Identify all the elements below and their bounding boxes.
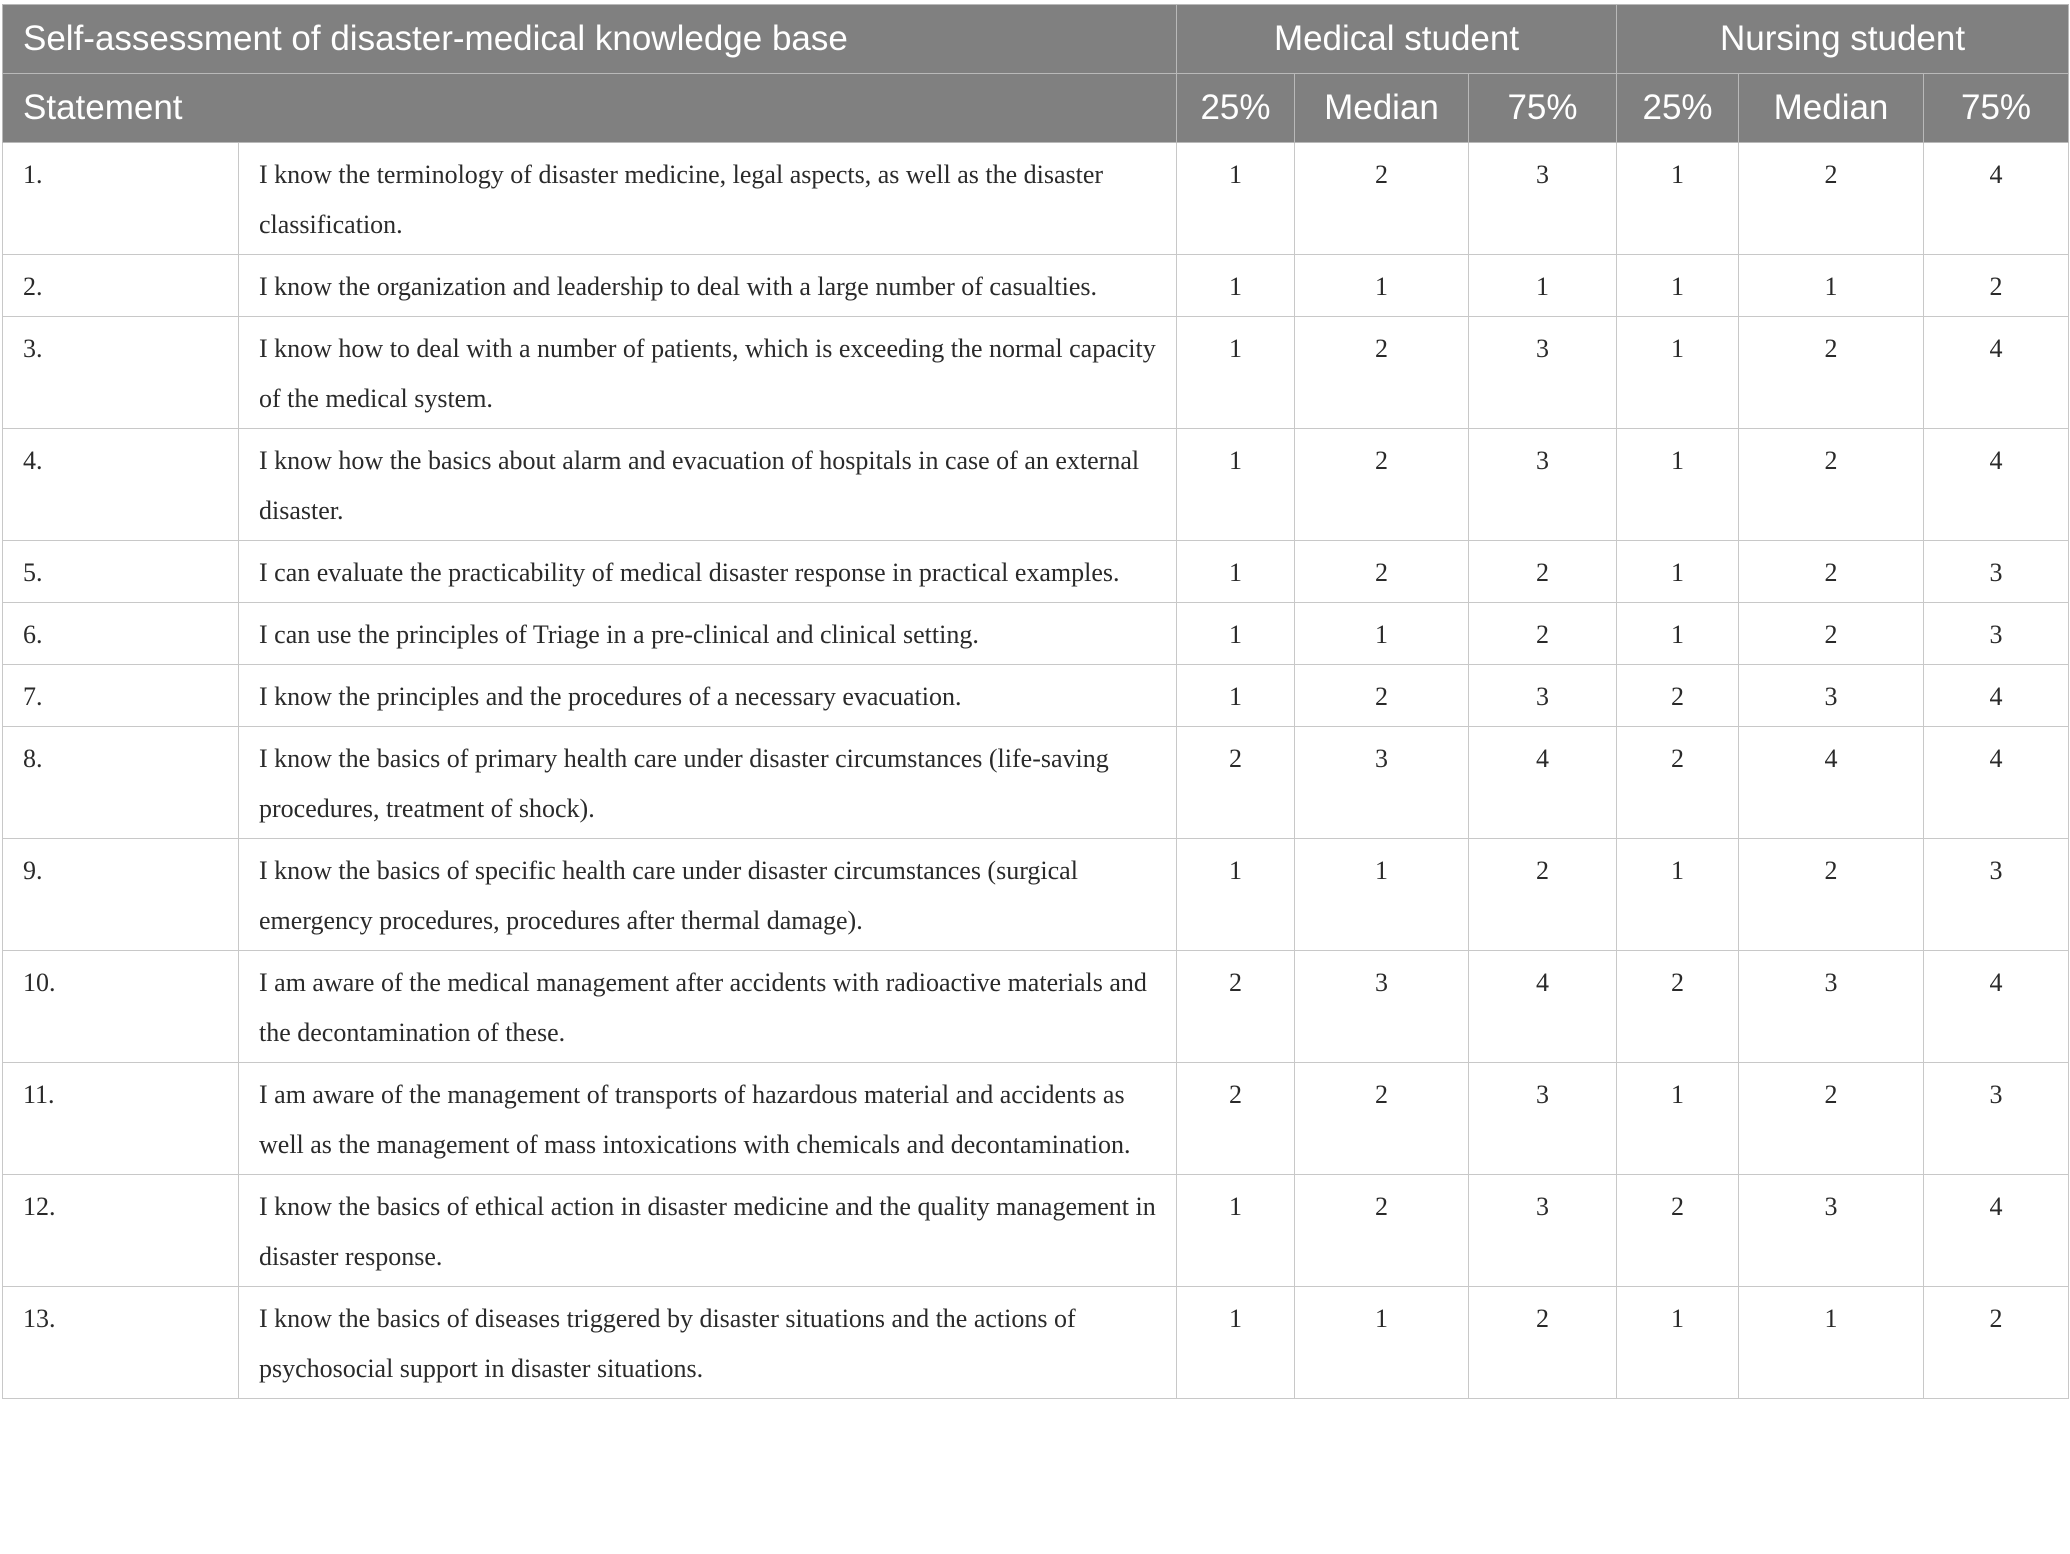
nursing-median-value: 2	[1739, 143, 1924, 255]
medical-median-value: 1	[1295, 255, 1469, 317]
nursing-75-value: 2	[1924, 255, 2069, 317]
statement-text: I know the organization and leadership to deal with a large number of casualties.	[239, 255, 1177, 317]
nursing-25-value: 1	[1617, 603, 1739, 665]
statement-text: I know how the basics about alarm and evacuation of hospitals in case of an external disaster.	[239, 429, 1177, 541]
nursing-25-value: 1	[1617, 839, 1739, 951]
table-row	[3, 255, 2069, 317]
medical-25-value: 1	[1177, 839, 1295, 951]
nursing-median-header: Median	[1739, 74, 1924, 143]
statement-number: 9.	[3, 839, 239, 951]
table-row	[3, 665, 2069, 727]
statement-text: I know the basics of primary health care under disaster circumstances (life-saving procedures, treatment of shock).	[239, 727, 1177, 839]
medical-75-value: 4	[1469, 727, 1617, 839]
table-row	[3, 727, 2069, 839]
nursing-75-value: 4	[1924, 143, 2069, 255]
medical-median-value: 1	[1295, 1287, 1469, 1399]
medical-median-header: Median	[1295, 74, 1469, 143]
nursing-median-value: 2	[1739, 839, 1924, 951]
nursing-median-value: 3	[1739, 1175, 1924, 1287]
nursing-median-value: 3	[1739, 665, 1924, 727]
nursing-25-value: 1	[1617, 143, 1739, 255]
nursing-75-value: 4	[1924, 1175, 2069, 1287]
nursing-75-value: 2	[1924, 1287, 2069, 1399]
medical-median-value: 2	[1295, 317, 1469, 429]
statement-text: I know the basics of specific health care under disaster circumstances (surgical emergency procedures, procedures after thermal damage).	[239, 839, 1177, 951]
nursing-median-value: 4	[1739, 727, 1924, 839]
statement-text: I know the principles and the procedures of a necessary evacuation.	[239, 665, 1177, 727]
medical-25-value: 2	[1177, 1063, 1295, 1175]
statement-number: 1.	[3, 143, 239, 255]
medical-75-value: 3	[1469, 1175, 1617, 1287]
nursing-25-value: 1	[1617, 317, 1739, 429]
medical-median-value: 2	[1295, 143, 1469, 255]
statement-number: 12.	[3, 1175, 239, 1287]
table-body	[3, 143, 2069, 1399]
statement-text: I can use the principles of Triage in a pre-clinical and clinical setting.	[239, 603, 1177, 665]
medical-25-value: 1	[1177, 255, 1295, 317]
nursing-median-value: 2	[1739, 317, 1924, 429]
nursing-25-value: 2	[1617, 665, 1739, 727]
table-row	[3, 1175, 2069, 1287]
statement-number: 3.	[3, 317, 239, 429]
medical-median-value: 2	[1295, 541, 1469, 603]
nursing-25-value: 2	[1617, 1175, 1739, 1287]
medical-75-value: 2	[1469, 839, 1617, 951]
medical-25-value: 1	[1177, 541, 1295, 603]
statement-number: 2.	[3, 255, 239, 317]
nursing-median-value: 3	[1739, 951, 1924, 1063]
table-row	[3, 839, 2069, 951]
nursing-25-value: 1	[1617, 541, 1739, 603]
statement-number: 5.	[3, 541, 239, 603]
medical-75-value: 2	[1469, 541, 1617, 603]
group-nursing-student: Nursing student	[1617, 5, 2069, 74]
table-row	[3, 429, 2069, 541]
medical-75-value: 3	[1469, 665, 1617, 727]
statement-number: 13.	[3, 1287, 239, 1399]
nursing-75-header: 75%	[1924, 74, 2069, 143]
nursing-75-value: 3	[1924, 603, 2069, 665]
nursing-median-value: 1	[1739, 255, 1924, 317]
medical-75-value: 3	[1469, 429, 1617, 541]
table-row	[3, 603, 2069, 665]
statement-header: Statement	[3, 74, 1177, 143]
medical-75-value: 3	[1469, 317, 1617, 429]
statement-text: I am aware of the management of transports of hazardous material and accidents as well as the management of mass intoxications with chemicals and decontamination.	[239, 1063, 1177, 1175]
medical-median-value: 2	[1295, 429, 1469, 541]
statement-number: 4.	[3, 429, 239, 541]
nursing-median-value: 2	[1739, 541, 1924, 603]
medical-25-value: 1	[1177, 317, 1295, 429]
medical-75-value: 2	[1469, 1287, 1617, 1399]
statement-text: I know the basics of diseases triggered by disaster situations and the actions of psychosocial support in disaster situations.	[239, 1287, 1177, 1399]
medical-median-value: 1	[1295, 603, 1469, 665]
statement-text: I am aware of the medical management after accidents with radioactive materials and the decontamination of these.	[239, 951, 1177, 1063]
nursing-25-value: 2	[1617, 951, 1739, 1063]
medical-25-value: 2	[1177, 727, 1295, 839]
knowledge-table	[2, 4, 2069, 1399]
nursing-75-value: 4	[1924, 727, 2069, 839]
table-row	[3, 1063, 2069, 1175]
medical-25-value: 2	[1177, 951, 1295, 1063]
table-container	[2, 4, 2068, 1399]
nursing-median-value: 1	[1739, 1287, 1924, 1399]
medical-median-value: 2	[1295, 1063, 1469, 1175]
statement-text: I know the terminology of disaster medicine, legal aspects, as well as the disaster classification.	[239, 143, 1177, 255]
table-row	[3, 1287, 2069, 1399]
nursing-median-value: 2	[1739, 429, 1924, 541]
medical-75-value: 3	[1469, 1063, 1617, 1175]
nursing-75-value: 4	[1924, 665, 2069, 727]
table-header	[3, 5, 2069, 143]
medical-75-value: 2	[1469, 603, 1617, 665]
table-row	[3, 951, 2069, 1063]
table-row	[3, 317, 2069, 429]
statement-number: 6.	[3, 603, 239, 665]
header-row-groups	[3, 5, 2069, 74]
medical-25-header: 25%	[1177, 74, 1295, 143]
medical-25-value: 1	[1177, 429, 1295, 541]
medical-25-value: 1	[1177, 1175, 1295, 1287]
medical-75-value: 3	[1469, 143, 1617, 255]
medical-75-header: 75%	[1469, 74, 1617, 143]
medical-75-value: 1	[1469, 255, 1617, 317]
nursing-25-value: 1	[1617, 429, 1739, 541]
medical-75-value: 4	[1469, 951, 1617, 1063]
medical-median-value: 3	[1295, 727, 1469, 839]
header-row-columns	[3, 74, 2069, 143]
nursing-25-value: 1	[1617, 255, 1739, 317]
nursing-75-value: 3	[1924, 839, 2069, 951]
medical-25-value: 1	[1177, 603, 1295, 665]
nursing-median-value: 2	[1739, 1063, 1924, 1175]
nursing-75-value: 4	[1924, 951, 2069, 1063]
nursing-25-value: 1	[1617, 1063, 1739, 1175]
medical-median-value: 3	[1295, 951, 1469, 1063]
medical-25-value: 1	[1177, 665, 1295, 727]
statement-number: 11.	[3, 1063, 239, 1175]
nursing-75-value: 4	[1924, 429, 2069, 541]
nursing-75-value: 3	[1924, 1063, 2069, 1175]
medical-25-value: 1	[1177, 143, 1295, 255]
nursing-25-header: 25%	[1617, 74, 1739, 143]
statement-text: I know how to deal with a number of patients, which is exceeding the normal capacity of the medical system.	[239, 317, 1177, 429]
statement-text: I know the basics of ethical action in disaster medicine and the quality management in disaster response.	[239, 1175, 1177, 1287]
statement-number: 7.	[3, 665, 239, 727]
nursing-25-value: 2	[1617, 727, 1739, 839]
statement-number: 8.	[3, 727, 239, 839]
medical-median-value: 1	[1295, 839, 1469, 951]
statement-number: 10.	[3, 951, 239, 1063]
nursing-25-value: 1	[1617, 1287, 1739, 1399]
medical-25-value: 1	[1177, 1287, 1295, 1399]
nursing-75-value: 3	[1924, 541, 2069, 603]
statement-text: I can evaluate the practicability of medical disaster response in practical examples.	[239, 541, 1177, 603]
table-row	[3, 143, 2069, 255]
group-medical-student: Medical student	[1177, 5, 1617, 74]
nursing-median-value: 2	[1739, 603, 1924, 665]
medical-median-value: 2	[1295, 1175, 1469, 1287]
table-title: Self-assessment of disaster-medical knowledge base	[3, 5, 1177, 74]
medical-median-value: 2	[1295, 665, 1469, 727]
nursing-75-value: 4	[1924, 317, 2069, 429]
table-row	[3, 541, 2069, 603]
